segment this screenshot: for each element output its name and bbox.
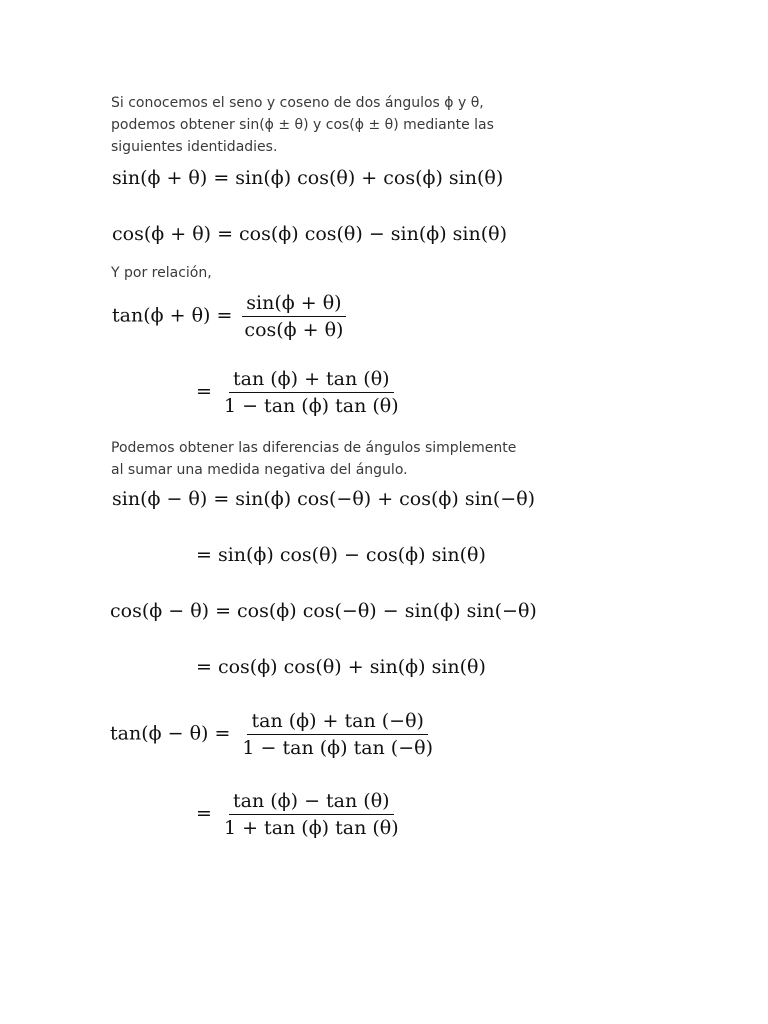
tan-diff-fraction-2 bbox=[220, 790, 403, 839]
cos-diff-identity-2: = cos(ϕ) cos(θ) + sin(ϕ) sin(θ) bbox=[196, 656, 486, 678]
tan-diff-lhs: tan(ϕ − θ) = bbox=[110, 722, 231, 745]
tan-diff-equals: = bbox=[196, 802, 212, 825]
relation-text: Y por relación, bbox=[111, 265, 212, 281]
tan-sum-denominator-2: 1 − tan (ϕ) tan (θ) bbox=[223, 395, 399, 417]
tan-sum-fraction-2 bbox=[220, 368, 403, 417]
tan-sum-numerator-1: sin(ϕ + θ) bbox=[242, 292, 345, 317]
sin-diff-identity-2: = sin(ϕ) cos(θ) − cos(ϕ) sin(θ) bbox=[196, 544, 486, 566]
sin-sum-identity: sin(ϕ + θ) = sin(ϕ) cos(θ) + cos(ϕ) sin(θ) bbox=[112, 167, 504, 189]
tan-diff-numerator-2: tan (ϕ) − tan (θ) bbox=[229, 790, 394, 815]
cos-sum-identity: cos(ϕ + θ) = cos(ϕ) cos(θ) − sin(ϕ) sin(θ) bbox=[112, 223, 507, 245]
cos-diff-identity-1: cos(ϕ − θ) = cos(ϕ) cos(−θ) − sin(ϕ) sin(−θ) bbox=[110, 600, 537, 622]
tan-diff-numerator-1: tan (ϕ) + tan (−θ) bbox=[247, 710, 427, 735]
tan-sum-fraction-1 bbox=[240, 292, 347, 341]
tan-sum-line-1 bbox=[112, 292, 349, 341]
intro-paragraph: Si conocemos el seno y coseno de dos ángulos ϕ y θ, podemos obtener sin(ϕ ± θ) y cos(ϕ ± θ) mediante las siguientes identidadies. bbox=[111, 95, 494, 155]
tan-diff-line-2 bbox=[196, 790, 405, 839]
difference-paragraph: Podemos obtener las diferencias de ángulos simplemente al sumar una medida negativa del ángulo. bbox=[111, 440, 517, 478]
tan-diff-line-1 bbox=[110, 710, 439, 759]
tan-sum-numerator-2: tan (ϕ) + tan (θ) bbox=[229, 368, 394, 393]
tan-sum-denominator-1: cos(ϕ + θ) bbox=[244, 319, 344, 341]
tan-sum-equals: = bbox=[196, 380, 212, 403]
tan-diff-denominator-2: 1 + tan (ϕ) tan (θ) bbox=[223, 817, 399, 839]
tan-sum-line-2 bbox=[196, 368, 405, 417]
tan-diff-fraction-1 bbox=[238, 710, 437, 759]
sin-diff-identity-1: sin(ϕ − θ) = sin(ϕ) cos(−θ) + cos(ϕ) sin(−θ) bbox=[112, 488, 536, 510]
tan-sum-lhs: tan(ϕ + θ) = bbox=[112, 304, 233, 327]
tan-diff-denominator-1: 1 − tan (ϕ) tan (−θ) bbox=[242, 737, 433, 759]
